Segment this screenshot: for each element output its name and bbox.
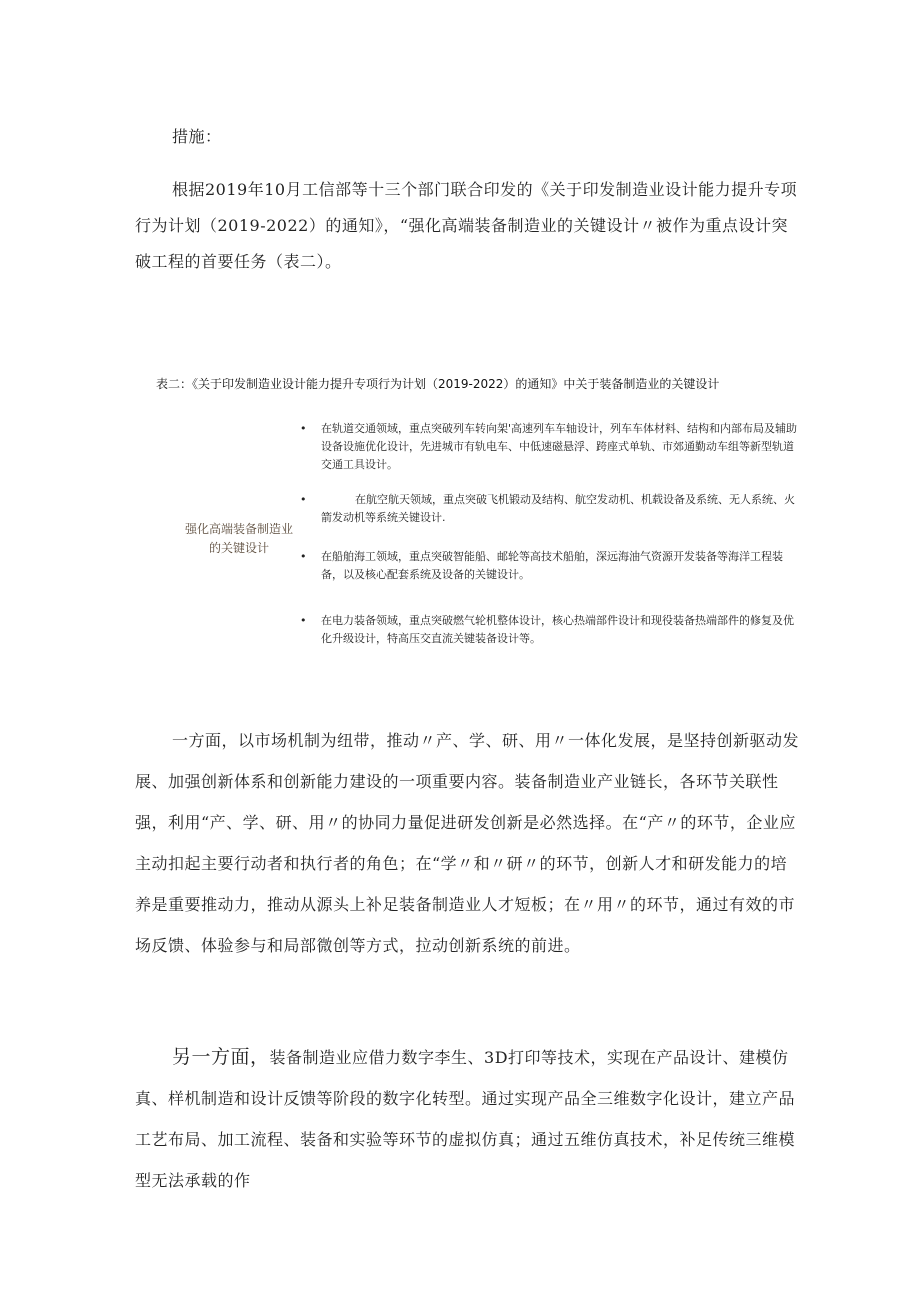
paragraph-one-hand: 一方面，以市场机制为纽带，推动〃产、学、研、用〃一体化发展，是坚持创新驱动发展、加强创新体系和创新能力建设的一项重要内容。装备制造业产业链长，各环节关联性强，利用“产、学、研、用〃的协同力量促进研发创新是必然选择。在“产〃的环节，企业应主动扣起主要行动者和执行者的角色；在“学〃和〃研〃的环节，创新人才和研发能力的培养是重要推动力，推动从源头上补足装备制造业人才短板；在〃用〃的环节，通过有效的市场反馈、体验参与和局部微创等方式，拉动创新系统的前进。 — [135, 731, 800, 955]
paragraph-body: 装备制造业应借力数字李生、3D打印等技术，实现在产品设计、建模仿真、样机制造和设计反馈等阶段的数字化转型。通过实现产品全三维数字化设计，建立产品工艺布局、加工流程、装备和实验等环节的虚拟仿真；通过五维仿真技术，补足传统三维模型无法承载的作 — [135, 1048, 796, 1190]
bullet-icon: • — [300, 614, 307, 627]
table-row-label: 强化高端装备制造业的关键设计 — [184, 522, 293, 555]
paragraph-lead: 另一方面， — [172, 1046, 270, 1068]
list-item-text: 在船舶海工领域，重点突破智能船、邮轮等高技术船舶，深远海油气资源开发装备等海洋工程装备，以及核心配套系统及设备的关键设计。 — [321, 550, 783, 581]
list-item-text: 在轨道交通领域，重点突破列车转向架'高速列车车轴设计，列车车体材料、结构和内部布局及辅助设备设施优化设计，先进城市有轨电车、中低速磁悬浮、跨座式单轨、市郊通勤动车组等新型轨道交通工具设计。 — [321, 422, 798, 471]
list-item — [298, 548, 798, 584]
list-item-text: 在航空航天领域，重点突破飞机锻动及结构、航空发动机、机载设备及系统、无人系统、火箭发动机等系统关键设计. — [321, 493, 795, 524]
bullet-icon: • — [300, 493, 307, 506]
paragraph-intro: 根据2019年10月工信部等十三个部门联合印发的《关于印发制造业设计能力提升专项行为计划（2019-2022）的通知》，“强化高端装备制造业的关键设计〃被作为重点设计突破工程的首要任务（表二）。 — [135, 180, 798, 271]
list-item — [298, 612, 798, 648]
section-heading: 措施： — [172, 127, 222, 146]
paragraph-other-hand — [135, 1037, 800, 1201]
bullet-icon: • — [300, 550, 307, 563]
bullet-icon: • — [300, 422, 307, 435]
list-item-text: 在电力装备领域，重点突破燃气轮机整体设计，核心热端部件设计和现役装备热端部件的修复及优化升级设计，特高压交直流关键装备设计等。 — [321, 614, 794, 645]
list-item — [298, 491, 798, 527]
list-item — [298, 420, 798, 474]
table-caption: 表二：《关于印发制造业设计能力提升专项行为计划（2019-2022）的通知》中关于装备制造业的关键设计 — [156, 377, 720, 391]
